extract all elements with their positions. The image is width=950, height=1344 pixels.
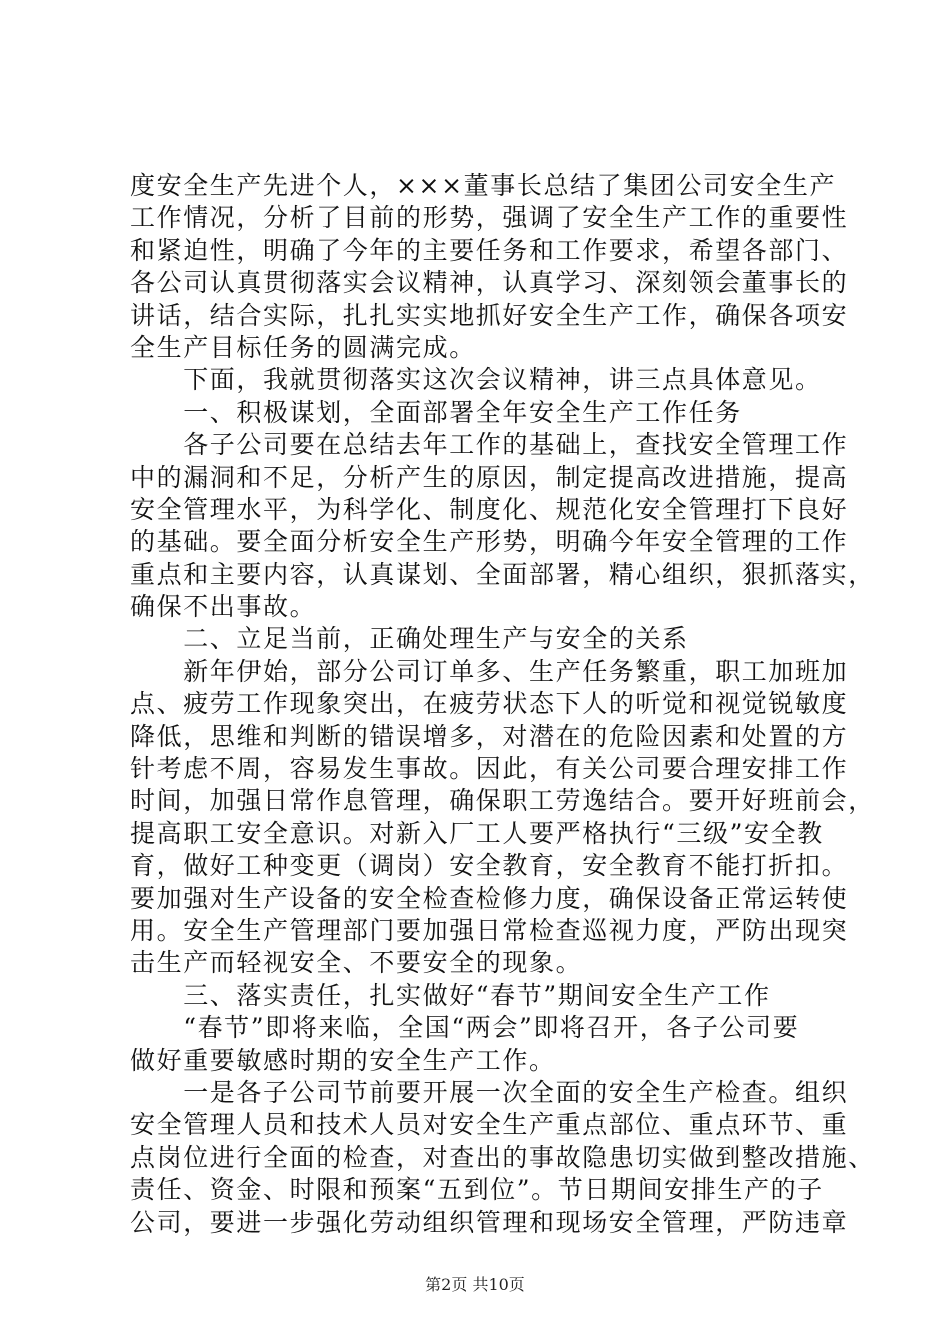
text-line: 各子公司要在总结去年工作的基础上，查找安全管理工作: [130, 430, 849, 460]
text-line: 一、积极谋划，全面部署全年安全生产工作任务: [130, 397, 742, 427]
text-line: 一是各子公司节前要开展一次全面的安全生产检查。组织: [130, 1077, 849, 1107]
text-line: 度安全生产先进个人，×××董事长总结了集团公司安全生产: [130, 171, 837, 200]
document-body: [130, 170, 875, 1239]
text-line: 时间，加强日常作息管理，确保职工劳逸结合。要开好班前会，: [130, 786, 875, 816]
text-line: 全生产目标任务的圆满完成。: [130, 332, 476, 362]
text-line: 安全管理人员和技术人员对安全生产重点部位、重点环节、重: [130, 1110, 849, 1140]
text-line: 点、疲劳工作现象突出，在疲劳状态下人的听觉和视觉锐敏度: [130, 689, 849, 719]
text-line: “春节”即将来临，全国“两会”即将召开，各子公司要: [130, 1013, 800, 1043]
text-line: 讲话，结合实际，扎扎实实地抓好安全生产工作，确保各项安: [130, 300, 849, 330]
text-line: 各公司认真贯彻落实会议精神，认真学习、深刻领会董事长的: [130, 268, 849, 298]
text-line: 下面，我就贯彻落实这次会议精神，讲三点具体意见。: [130, 365, 822, 395]
text-line: 二、立足当前，正确处理生产与安全的关系: [130, 624, 689, 654]
text-line: 用。安全生产管理部门要加强日常检查巡视力度，严防出现突: [130, 915, 849, 945]
text-line: 三、落实责任，扎实做好“春节”期间安全生产工作: [130, 980, 771, 1010]
text-line: 公司，要进一步强化劳动组织管理和现场安全管理，严防违章: [130, 1207, 849, 1237]
text-line: 点岗位进行全面的检查，对查出的事故隐患切实做到整改措施、: [130, 1142, 875, 1172]
page-footer: 第2页 共10页: [425, 1275, 525, 1294]
text-line: 育，做好工种变更（调岗）安全教育，安全教育不能打折扣。: [130, 851, 849, 881]
text-line: 提高职工安全意识。对新入厂工人要严格执行“三级”安全教: [130, 818, 824, 848]
text-line: 针考虑不周，容易发生事故。因此，有关公司要合理安排工作: [130, 754, 849, 784]
text-line: 新年伊始，部分公司订单多、生产任务繁重，职工加班加: [130, 656, 849, 686]
text-line: 降低，思维和判断的错误增多，对潜在的危险因素和处置的方: [130, 721, 849, 751]
text-line: 要加强对生产设备的安全检查检修力度，确保设备正常运转使: [130, 883, 849, 913]
text-line: 的基础。要全面分析安全生产形势，明确今年安全管理的工作: [130, 527, 849, 557]
text-line: 击生产而轻视安全、不要安全的现象。: [130, 948, 583, 978]
text-line: 做好重要敏感时期的安全生产工作。: [130, 1045, 556, 1075]
text-line: 责任、资金、时限和预案“五到位”。节日期间安排生产的子: [130, 1175, 824, 1205]
text-line: 安全管理水平，为科学化、制度化、规范化安全管理打下良好: [130, 494, 849, 524]
text-line: 中的漏洞和不足，分析产生的原因，制定提高改进措施，提高: [130, 462, 849, 492]
text-line: 工作情况，分析了目前的形势，强调了安全生产工作的重要性: [130, 203, 849, 233]
text-line: 确保不出事故。: [130, 592, 317, 622]
text-line: 重点和主要内容，认真谋划、全面部署，精心组织，狠抓落实，: [130, 559, 875, 589]
text-line: 和紧迫性，明确了今年的主要任务和工作要求，希望各部门、: [130, 235, 849, 265]
